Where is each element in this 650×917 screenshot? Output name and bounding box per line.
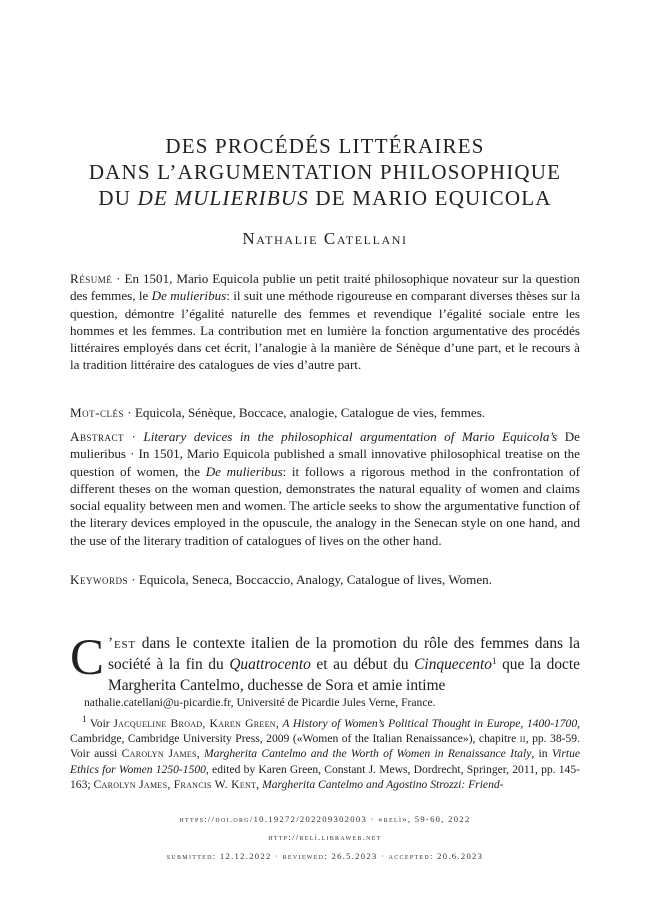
fn-author-3: Carolyn James, Francis W. Kent bbox=[93, 777, 257, 791]
abstract-text-1: In 1501, Mario Equicola published a small innovative philosophical treatise on the question of women, the bbox=[70, 446, 580, 479]
fn-work-4: Margherita Cantelmo and Agostino Strozzi: Friend- bbox=[262, 777, 504, 791]
fn-text-e: , bbox=[196, 747, 205, 761]
keywords-separator: · bbox=[127, 572, 139, 587]
article-title bbox=[60, 133, 590, 211]
journal-url[interactable]: http://relì.libraweb.net bbox=[268, 832, 382, 842]
abstract-english-title: Literary devices in the philosophical argumentation of Mario Equicola’s bbox=[143, 429, 558, 444]
fn-text-f: , in bbox=[531, 747, 552, 761]
motcles-paragraph bbox=[70, 404, 580, 421]
fn-text-g: , edited by Karen Green, Constant J. Mews, Dordrecht, Springer, 2011, pp. 145-163; bbox=[70, 762, 580, 791]
body-opening-paragraph bbox=[70, 630, 580, 696]
keywords-paragraph bbox=[70, 571, 580, 588]
resume-label: Résumé bbox=[70, 271, 113, 286]
body-text-3: que la docte Margherita Cantelmo, duchesse de Sora et amie intime bbox=[108, 656, 580, 694]
keywords-text: Equicola, Seneca, Boccaccio, Analogy, Catalogue of lives, Women. bbox=[138, 572, 492, 587]
motcles-label: Mot-clés bbox=[70, 405, 125, 420]
abstract-paragraph bbox=[70, 428, 580, 549]
abstract-separator-2: · bbox=[126, 446, 139, 462]
fn-work-3: Virtue Ethics for Women 1250-1500 bbox=[70, 747, 581, 776]
author-name: Nathalie Catellani bbox=[242, 229, 408, 248]
drop-cap: C bbox=[70, 630, 105, 686]
title-line-3 bbox=[60, 185, 590, 211]
title-line-3-start: DU bbox=[98, 186, 138, 210]
resume-text-2: : il suit une méthode rigoureuse en comparant diverses thèses sur la question, démontre l’égalité naturelle des femmes et revendique l’égalité sociale entre les hommes et les femmes. La contribution met en lumière la fonction argumentative des procédés littéraires employés dans cet écrit, l’analogie à la manière de Sénèque d’une part, et le recours à la tradition littéraire des catalogues de vies d’autre part. bbox=[70, 288, 581, 373]
fn-author-1: Jacqueline Broad, Karen Green bbox=[113, 717, 276, 730]
title-work-italic: DE MULIERIBUS bbox=[137, 186, 309, 210]
footnote-1 bbox=[70, 716, 580, 792]
motcles-text: Equicola, Sénèque, Boccace, analogie, Catalogue de vies, femmes. bbox=[134, 405, 486, 420]
fn-text-d: , pp. 38-59. Voir aussi bbox=[70, 732, 580, 761]
abstract-english-title-work: De mulieribus bbox=[70, 429, 580, 462]
fn-chapter: ii bbox=[519, 732, 526, 746]
abstract-separator: · bbox=[123, 429, 144, 444]
keywords-label: Keywords bbox=[70, 572, 128, 587]
body-italic-cinquecento: Cinquecento bbox=[414, 656, 492, 673]
body-smallcaps-start: ’est bbox=[108, 635, 136, 652]
motcles-separator: · bbox=[124, 405, 135, 420]
title-line-1: DES PROCÉDÉS LITTÉRAIRES bbox=[165, 134, 485, 158]
title-line-3-end: DE MARIO EQUICOLA bbox=[308, 186, 552, 210]
author-affiliation-note: nathalie.catellani@u-picardie.fr, Université de Picardie Jules Verne, France. bbox=[84, 696, 436, 709]
abstract-label: Abstract bbox=[70, 429, 124, 444]
fn-author-2: Carolyn James bbox=[121, 747, 197, 761]
resume-paragraph bbox=[70, 270, 580, 374]
fn-work-2: Margherita Cantelmo and the Worth of Women in Renaissance Italy bbox=[204, 747, 532, 761]
body-italic-quattrocento: Quattrocento bbox=[229, 656, 311, 673]
resume-italic-1: De mulieribus bbox=[151, 288, 227, 304]
fn-work-1: A History of Women’s Political Thought in Europe, 1400-1700 bbox=[282, 717, 578, 730]
abstract-italic-1: De mulieribus bbox=[205, 463, 283, 479]
fn-text-b: , bbox=[275, 717, 283, 730]
footnote-1-number: 1 bbox=[82, 714, 87, 724]
body-text-2: et au début du bbox=[310, 656, 415, 673]
footnote-ref-1[interactable]: 1 bbox=[491, 656, 497, 666]
body-text-1: dans le contexte italien de la promotion du rôle des femmes dans la société à la fin du bbox=[108, 635, 580, 673]
submission-dates: submitted: 12.12.2022 · reviewed: 26.5.2023 · accepted: 20.6.2023 bbox=[166, 851, 484, 861]
resume-text-1: En 1501, Mario Equicola publie un petit traité philosophique novateur sur la question des femmes, le bbox=[70, 271, 580, 304]
title-line-2: DANS L’ARGUMENTATION PHILOSOPHIQUE bbox=[88, 160, 562, 184]
resume-separator: · bbox=[112, 271, 125, 286]
fn-text-a: Voir bbox=[86, 717, 114, 730]
fn-text-c: , Cambridge, Cambridge University Press, 2009 («Women of the Italian Renaissance»), chapitre bbox=[70, 717, 581, 746]
doi-link[interactable]: https://doi.org/10.19272/202209302003 · «relì», 59-60, 2022 bbox=[179, 814, 471, 824]
fn-text-h: , bbox=[256, 777, 263, 791]
abstract-text-2: : it follows a rigorous method in the confrontation of different theses on the woman question, demonstrates the natural equality of women and claims social equality between men and women. The article seeks to show the argumentative function of the literary devices employed in the opuscule, the analogy in the Senecan style on one hand, and the use of the literary tradition of catalogues of lives on the other hand. bbox=[70, 463, 581, 548]
